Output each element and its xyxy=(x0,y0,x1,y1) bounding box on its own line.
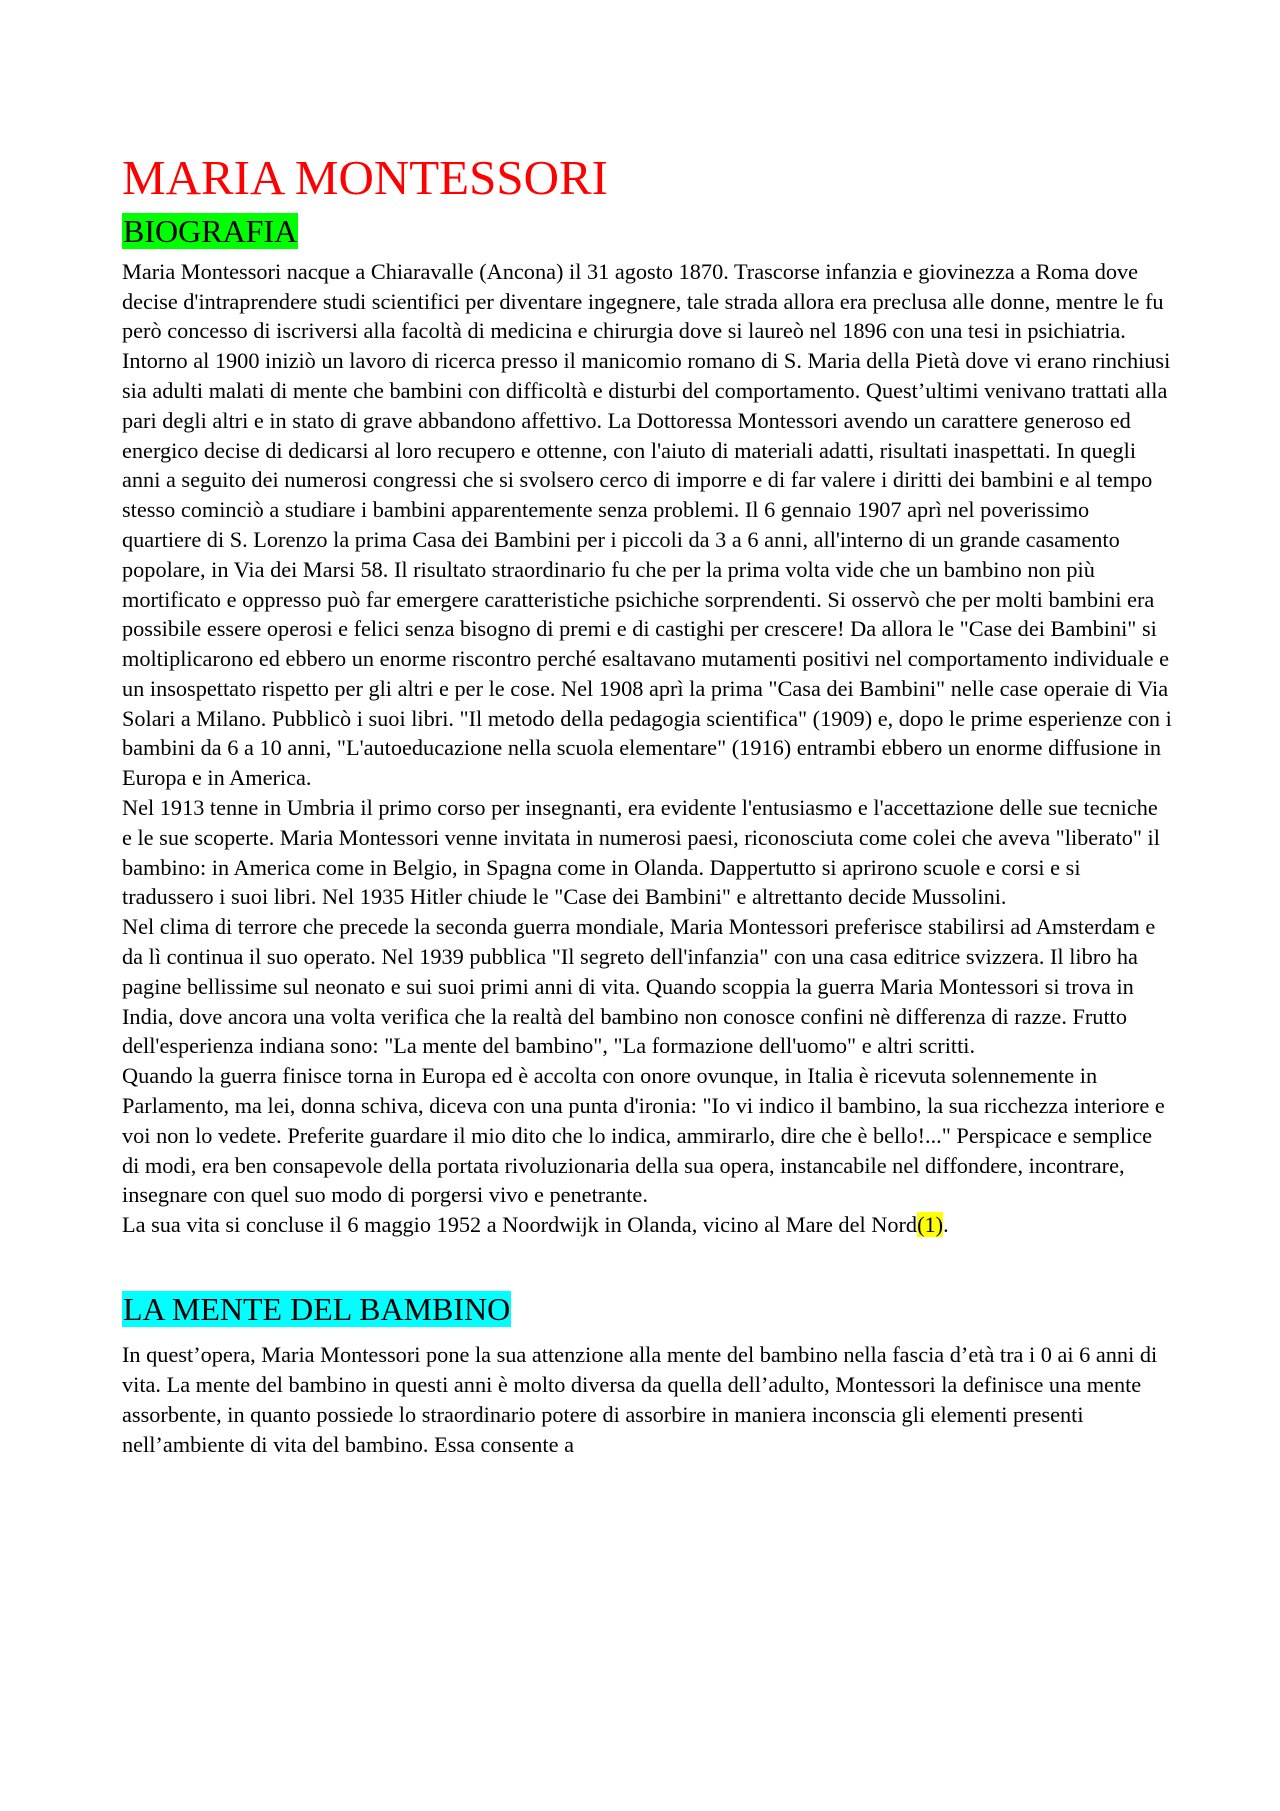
biografia-last-sentence: La sua vita si concluse il 6 maggio 1952 a Noordwijk in Olanda, vicino al Mare del Nord xyxy=(122,1212,918,1238)
document-page xyxy=(122,150,1172,1460)
biografia-paragraph-3: Nel clima di terrore che precede la seconda guerra mondiale, Maria Montessori preferisce stabilirsi ad Amsterdam e da lì continua il suo operato. Nel 1939 pubblica "Il segreto dell'infanzia" con una casa editrice svizzera. Il libro ha pagine bellissime sul neonato e sui suoi primi anni di vita. Quando scoppia la guerra Maria Montessori si trova in India, dove ancora una volta verifica che la realtà del bambino non conosce confini nè differenza di razze. Frutto dell'esperienza indiana sono: "La mente del bambino", "La formazione dell'uomo" e altri scritti. xyxy=(122,914,1156,1059)
biografia-paragraph-4: Quando la guerra finisce torna in Europa ed è accolta con onore ovunque, in Italia è ricevuta solennemente in Parlamento, ma lei, donna schiva, diceva con una punta d'ironia: "Io vi indico il bambino, la sua ricchezza interiore e voi non lo vedete. Preferite guardare il mio dito che lo indica, ammirarlo, dire che è bello!..." Perspicace e semplice di modi, era ben consapevole della portata rivoluzionaria della sua opera, instancabile nel diffondere, incontrare, insegnare con quel suo modo di porgersi vivo e penetrante. xyxy=(122,1063,1165,1208)
biografia-heading-text: BIOGRAFIA xyxy=(123,213,298,250)
section-heading-biografia xyxy=(122,212,1172,250)
biografia-paragraph-1: Maria Montessori nacque a Chiaravalle (Ancona) il 31 agosto 1870. Trascorse infanzia e giovinezza a Roma dove decise d'intraprendere studi scientifici per diventare ingegnere, tale strada allora era preclusa alle donne, mentre le fu però concesso di iscriversi alla facoltà di medicina e chirurgia dove si laureò nel 1896 con una tesi in psichiatria. Intorno al 1900 iniziò un lavoro di ricerca presso il manicomio romano di S. Maria della Pietà dove vi erano rinchiusi sia adulti malati di mente che bambini con difficoltà e disturbi del comportamento. Quest’ultimi venivano trattati alla pari degli altri e in stato di grave abbandono affettivo. La Dottoressa Montessori avendo un carattere generoso ed energico decise di dedicarsi al loro recupero e ottenne, con l'aiuto di materiali adatti, risultati inaspettati. In quegli anni a seguito dei numerosi congressi che si svolsero cerco di imporre e di far valere i diritti dei bambini e al tempo stesso cominciò a studiare i bambini apparentemente senza problemi. Il 6 gennaio 1907 aprì nel poverissimo quartiere di S. Lorenzo la prima Casa dei Bambini per i piccoli da 3 a 6 anni, all'interno di un grande casamento popolare, in Via dei Marsi 58. Il risultato straordinario fu che per la prima volta vide che un bambino non più mortificato e oppresso può far emergere caratteristiche psichiche sorprendenti. Si osservò che per molti bambini era possibile essere operosi e felici senza bisogno di premi e di castighi per crescere! Da allora le "Case dei Bambini" si moltiplicarono ed ebbero un enorme riscontro perché esaltavano mutamenti positivi nel comportamento individuale e un insospettato rispetto per gli altri e per le cose. Nel 1908 aprì la prima "Casa dei Bambini" nelle case operaie di Via Solari a Milano. Pubblicò i suoi libri. "Il metodo della pedagogia scientifica" (1909) e, dopo le prime esperienze con i bambini da 6 a 10 anni, "L'autoeducazione nella scuola elementare" (1916) entrambi ebbero un enorme diffusione in Europa e in America. xyxy=(122,258,1172,791)
biografia-paragraph-5 xyxy=(122,1210,1172,1240)
document-title: MARIA MONTESSORI xyxy=(122,150,608,205)
mente-paragraph: In quest’opera, Maria Montessori pone la sua attenzione alla mente del bambino nella fascia d’età tra i 0 ai 6 anni di vita. La mente del bambino in questi anni è molto diversa da quella dell’adulto, Montessori la definisce una mente assorbente, in quanto possiede lo straordinario potere di assorbire in maniera inconscia gli elementi presenti nell’ambiente di vita del bambino. Essa consente a xyxy=(122,1342,1158,1457)
footnote-reference[interactable]: (1) xyxy=(917,1212,944,1238)
mente-heading-text: LA MENTE DEL BAMBINO xyxy=(123,1291,511,1328)
section-heading-mente xyxy=(122,1290,1172,1328)
biografia-last-punct: . xyxy=(943,1212,949,1238)
biografia-paragraph-2: Nel 1913 tenne in Umbria il primo corso per insegnanti, era evidente l'entusiasmo e l'accettazione delle sue tecniche e le sue scoperte. Maria Montessori venne invitata in numerosi paesi, riconosciuta come colei che aveva "liberato" il bambino: in America come in Belgio, in Spagna come in Olanda. Dappertutto si aprirono scuole e corsi e si tradussero i suoi libri. Nel 1935 Hitler chiude le "Case dei Bambini" e altrettanto decide Mussolini. xyxy=(122,795,1160,910)
